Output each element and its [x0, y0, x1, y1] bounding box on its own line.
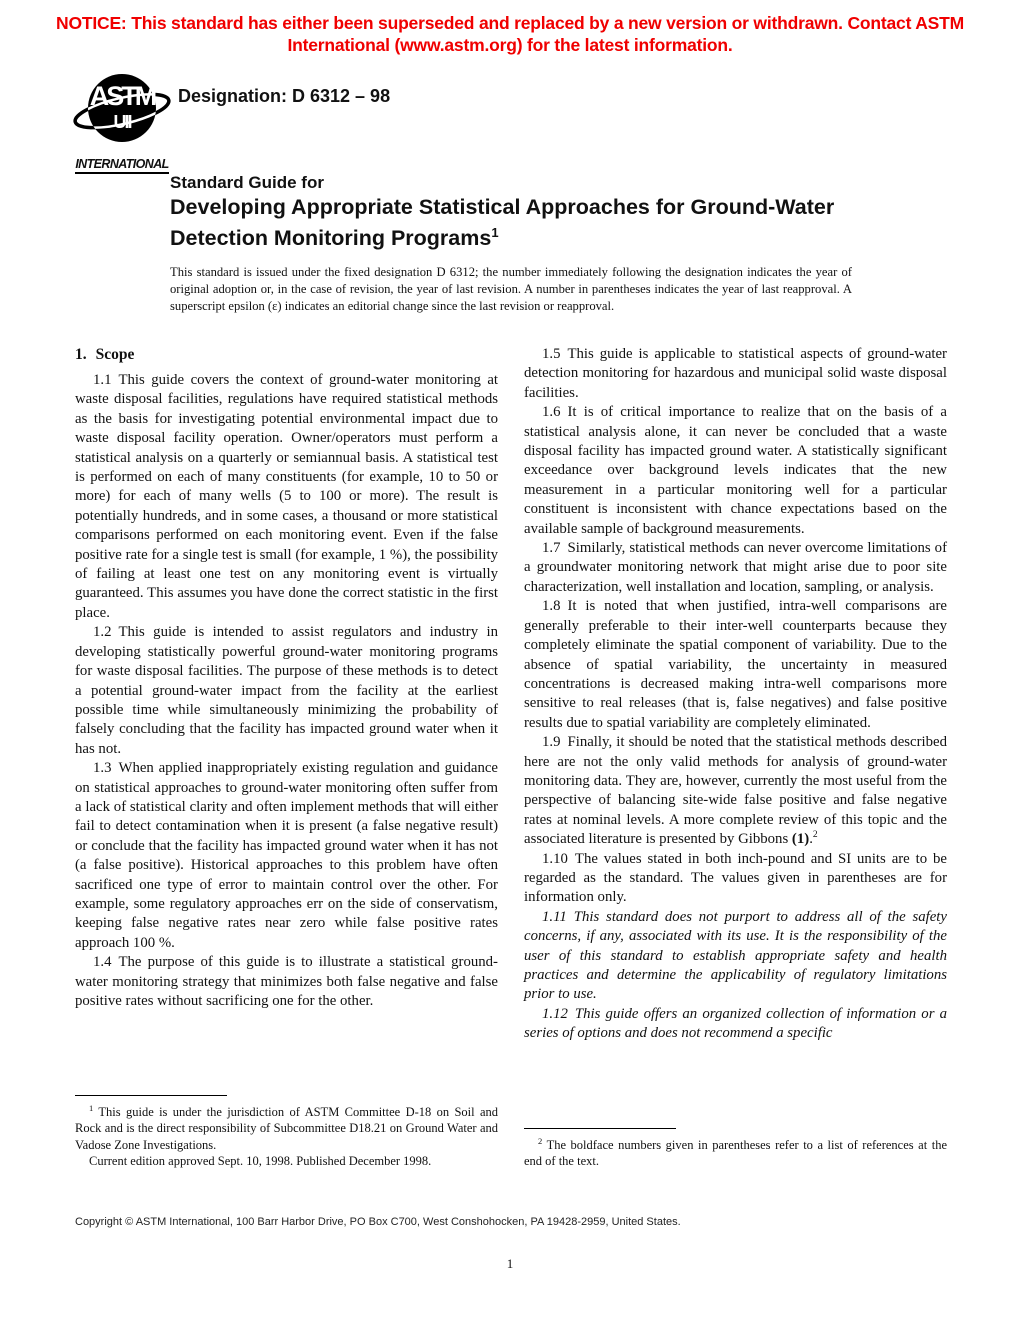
logo-international-label: INTERNATIONAL — [75, 157, 168, 174]
paragraph-number: 1.2 — [93, 624, 112, 641]
scope-paragraph — [75, 623, 498, 759]
paragraph-text: . — [809, 831, 813, 848]
footnote-1-line2: Current edition approved Sept. 10, 1998. Published December 1998. — [89, 1154, 432, 1169]
paragraph-text: The values stated in both inch-pound and SI units are to be regarded as the standard. The values given in parentheses are for information only. — [524, 850, 947, 906]
paragraph-number: 1.12 — [542, 1005, 568, 1022]
title-kicker: Standard Guide for — [170, 173, 324, 192]
astm-logo — [70, 70, 174, 174]
copyright-text: Copyright © ASTM International, 100 Barr Harbor Drive, PO Box C700, West Conshohocken, PA 19428-2959, United States. — [75, 1216, 681, 1228]
paragraph-text: This guide is intended to assist regulators and industry in developing statistically powerful ground-water monitoring programs for waste disposal facilities. The purpose of these methods is to detect a potential ground-water impact from the facility at the earliest possible time while simultaneously minimizing the probability of falsely concluding that the facility has impacted ground water when it has not. — [75, 624, 498, 757]
paragraph-number: 1.7 — [542, 540, 561, 557]
astm-globe-icon — [72, 70, 172, 150]
title-main — [170, 194, 855, 251]
right-column — [524, 345, 947, 1170]
paragraph-text: When applied inappropriately existing regulation and guidance on statistical approaches to ground-water monitoring often suffer from a lack of statistical clarity and often implement methods that will either fail to detect contamination when it is present (a false negative result) or conclude that the facility has impacted ground water when it has not (a false positive). Historical approaches to this problem have often sacrificed one type of error to maintain control over the other. For example, some regulatory approaches err on the side of conservatism, keeping false negative rates near zero while false positive rates approach 100 %. — [75, 760, 498, 951]
page-title — [170, 172, 870, 251]
scope-heading — [75, 345, 498, 364]
scope-paragraph — [524, 403, 947, 539]
paragraph-text: This guide offers an organized collection of information or a series of options and does not recommend a specific — [524, 1005, 947, 1042]
title-main-text: Developing Appropriate Statistical Approaches for Ground-Water Detection Monitoring Programs — [170, 195, 835, 251]
scope-paragraph — [75, 371, 498, 623]
paragraph-number: 1.10 — [542, 850, 568, 867]
left-column — [75, 345, 498, 1170]
paragraph-text: Finally, it should be noted that the statistical methods described here are not the only valid methods for analysis of ground-water monitoring data. They are, however, currently the most useful from the perspective of balancing site-wide false positive and false negative rates at nominal levels. A more complete review of this topic and the associated literature is presented by Gibbons — [524, 734, 947, 848]
scope-paragraph — [524, 850, 947, 908]
footnote-marker: 1 — [89, 1102, 94, 1113]
paragraph-number: 1.5 — [542, 346, 561, 362]
logo-monogram-lower: UII — [113, 112, 131, 132]
scope-heading-number: 1. — [75, 346, 87, 363]
bold-reference: (1) — [791, 831, 810, 848]
footnote-rule — [524, 1128, 676, 1129]
scope-paragraph — [75, 759, 498, 953]
body-columns — [75, 345, 947, 1170]
footnote-2 — [524, 1137, 947, 1170]
title-superscript: 1 — [491, 225, 499, 240]
scope-heading-label: Scope — [95, 346, 135, 363]
paragraph-text: This guide is applicable to statistical aspects of ground-water detection monitoring for hazardous and municipal solid waste disposal facilities. — [524, 346, 947, 401]
footnote-marker: 2 — [812, 830, 818, 841]
scope-paragraph — [524, 733, 947, 849]
page-number: 1 — [506, 1256, 514, 1271]
paragraph-number: 1.11 — [542, 908, 567, 925]
paragraph-number: 1.8 — [542, 598, 561, 615]
paragraph-number: 1.1 — [93, 372, 112, 388]
designation-text: Designation: D 6312 – 98 — [178, 86, 391, 106]
footnote-block-1 — [75, 1095, 498, 1170]
paragraph-text: Similarly, statistical methods can never overcome limitations of a groundwater monitoring network that might arise due to poor site characterization, well installation and location, sampling, or analysis. — [524, 540, 947, 595]
footnote-marker: 2 — [538, 1135, 543, 1146]
paragraph-number: 1.6 — [542, 404, 561, 421]
scope-paragraph — [524, 345, 947, 403]
scope-paragraph — [524, 1005, 947, 1044]
paragraph-number: 1.3 — [93, 760, 112, 777]
footnote-rule — [75, 1095, 227, 1096]
scope-paragraph — [524, 908, 947, 1005]
footnote-text: The boldface numbers given in parentheses refer to a list of references at the end of the text. — [524, 1137, 947, 1169]
preamble-text: This standard is issued under the fixed designation D 6312; the number immediately following the designation indicates the year of original adoption or, in the case of revision, the year of last revision. A number in parentheses indicates the year of last reapproval. A superscript epsilon (ε) indicates an editorial change since the last revision or reapproval. — [170, 265, 852, 313]
footnote-block-2 — [524, 1128, 947, 1170]
logo-monogram: ASTM — [89, 81, 155, 111]
scope-paragraph — [524, 539, 947, 597]
paragraph-text: It is noted that when justified, intra-well comparisons are generally preferable to their inter-well counterparts because they completely eliminate the spatial component of variability. Due to the absence of spatial variability, the uncertainty in measured concentrations is decreased making intra-well comparisons more sensitive to real releases (that is, false negatives) and false positive results due to spatial variability are completely eliminated. — [524, 598, 947, 731]
scope-paragraph — [75, 953, 498, 1011]
superseded-notice: NOTICE: This standard has either been superseded and replaced by a new version or withdrawn. Contact ASTM International (www.astm.org) for the latest information. — [56, 13, 964, 55]
footnote-1 — [75, 1104, 498, 1154]
paragraph-text: This standard does not purport to address all of the safety concerns, if any, associated with its use. It is the responsibility of the user of this standard to establish appropriate safety and health practices and determine the applicability of regulatory limitations prior to use. — [524, 908, 947, 1003]
paragraph-number: 1.4 — [93, 954, 112, 971]
paragraph-text: This guide covers the context of ground-water monitoring at waste disposal facilities, regulations have required statistical methods as the basis for investigating potential environmental impact due to waste disposal facility operation. Owner/operators must perform a statistical analysis on a quarterly or semiannual basis. A statistical test is performed on each of many constituents (for example, 10 to 50 or more) for each of many wells (5 to 100 or more). The result is potentially hundreds, and in some cases, a thousand or more statistical comparisons performed on each monitoring event. Even if the false positive rate for a single test is small (for example, 1 %), the possibility of failing at least one test on any monitoring event is virtually guaranteed. This assumes you have done the correct statistic in the first place. — [75, 372, 498, 621]
paragraph-number: 1.9 — [542, 734, 561, 751]
scope-paragraph — [524, 597, 947, 733]
paragraph-text: It is of critical importance to realize that on the basis of a statistical analysis alone, it can never be concluded that a waste disposal facility has impacted ground water. A statistically significant exceedance over background levels indicates that the new measurement in a particular monitoring well for a particular constituent is inconsistent with chance expectations based on the available sample of background measurements. — [524, 404, 947, 537]
footnote-text: This guide is under the jurisdiction of ASTM Committee D-18 on Soil and Rock and is the direct responsibility of Subcommittee D18.21 on Ground Water and Vadose Zone Investigations. — [75, 1104, 499, 1152]
paragraph-text: The purpose of this guide is to illustrate a statistical ground-water monitoring strategy that minimizes both false negative and false positive rates without sacrificing one for the other. — [75, 954, 498, 1009]
